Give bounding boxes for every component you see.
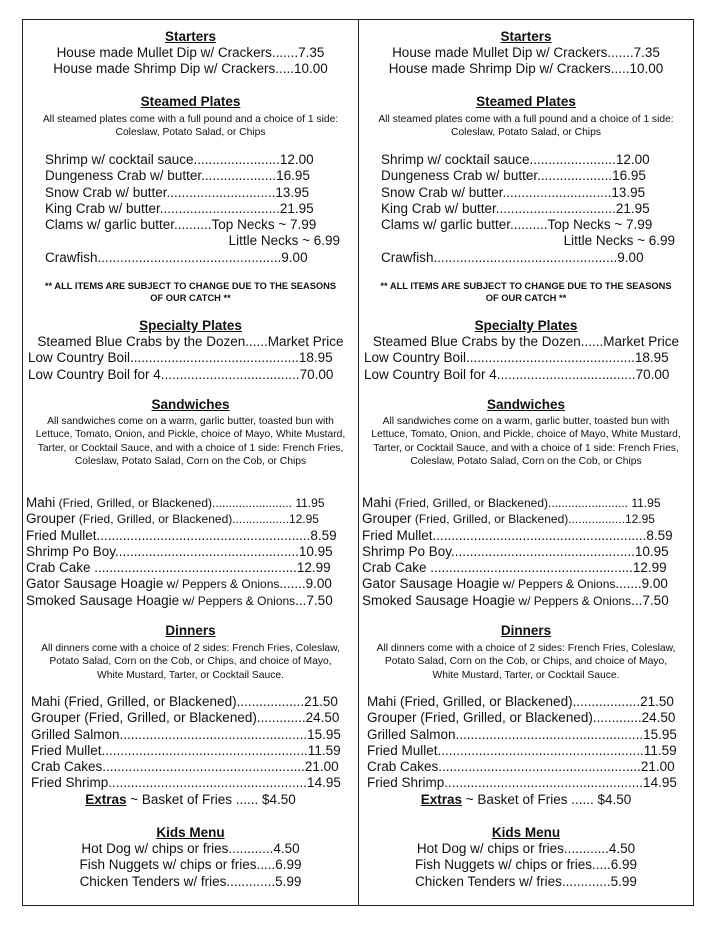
- starters-section: [23, 29, 358, 78]
- menu-item: Chicken Tenders w/ fries.............5.99: [79, 873, 302, 889]
- menu-item: Chicken Tenders w/ fries.............5.99: [415, 873, 637, 889]
- menu-item: Crab Cake ......................................................12.99: [362, 560, 667, 576]
- menu-sheet: [22, 19, 694, 906]
- menu-item: Low Country Boil for 4.....................................70.00: [364, 366, 670, 382]
- dinners-items: [367, 694, 685, 808]
- menu-item: House made Shrimp Dip w/ Crackers.....10.00: [388, 61, 664, 77]
- steamed-section: [23, 94, 358, 140]
- menu-item: Fried Mullet.......................................................11.59: [367, 742, 677, 758]
- steamed-items: [381, 152, 675, 266]
- menu-item: Snow Crab w/ butter.............................13.95: [45, 184, 310, 200]
- menu-item: Clams w/ garlic butter..........Top Necks ~ 7.99: [45, 217, 317, 233]
- menu-item: Mahi (Fried, Grilled, or Blackened)..................21.50: [367, 694, 674, 709]
- sandwiches-title: Sandwiches: [486, 397, 566, 412]
- menu-item: Fried Shrimp.....................................................14.95: [31, 775, 341, 791]
- seasonal-warning-text: ** ALL ITEMS ARE SUBJECT TO CHANGE DUE TO THE SEASONS OF OUR CATCH **: [380, 281, 672, 304]
- seasonal-warning: [23, 280, 358, 305]
- menu-item: House made Shrimp Dip w/ Crackers.....10.00: [53, 61, 328, 77]
- menu-item: Little Necks ~ 6.99: [563, 233, 675, 249]
- menu-item: Grilled Salmon..................................................15.95: [367, 726, 677, 742]
- steamed-title: Steamed Plates: [140, 94, 241, 109]
- menu-item: Shrimp Po Boy.................................................10.95: [26, 543, 333, 559]
- menu-item: Crawfish.................................................9.00: [381, 249, 644, 265]
- specialty-section: [23, 318, 358, 383]
- menu-item: House made Mullet Dip w/ Crackers.......7.35: [392, 45, 660, 60]
- menu-item: Dungeness Crab w/ butter....................16.95: [45, 168, 310, 184]
- menu-item: Grouper (Fried, Grilled, or Blackened).................12.95: [26, 511, 319, 527]
- menu-item: Crawfish.................................................9.00: [45, 249, 308, 265]
- dinners-section: [359, 623, 693, 682]
- menu-item: Shrimp w/ cocktail sauce.......................12.00: [45, 152, 314, 167]
- menu-item: Fried Mullet.........................................................8.59: [26, 527, 337, 543]
- menu-item: Smoked Sausage Hoagie w/ Peppers & Onions...7.50: [26, 592, 333, 608]
- menu-item: Shrimp w/ cocktail sauce.......................12.00: [381, 152, 650, 167]
- kids-title: Kids Menu: [156, 825, 225, 840]
- kids-section: [23, 825, 358, 890]
- menu-item: Fried Mullet.......................................................11.59: [31, 742, 341, 758]
- menu-item: Crab Cakes......................................................21.00: [367, 759, 675, 775]
- dinners-note: All dinners come with a choice of 2 sides: French Fries, Coleslaw, Potato Salad, Corn on the Cob, or Chips, and choice of Mayo, White Mustard, Tarter, or Cocktail Sauce.: [376, 643, 676, 681]
- menu-item: Steamed Blue Crabs by the Dozen......Market Price: [37, 334, 344, 349]
- menu-item: Clams w/ garlic butter..........Top Necks ~ 7.99: [381, 217, 653, 233]
- steamed-items: [45, 152, 340, 266]
- menu-item: Dungeness Crab w/ butter....................16.95: [381, 168, 646, 184]
- sandwiches-items: [362, 495, 687, 609]
- menu-item: Fried Shrimp.....................................................14.95: [367, 775, 677, 791]
- kids-title: Kids Menu: [491, 825, 561, 840]
- extras-line: Extras ~ Basket of Fries ...... $4.50: [85, 791, 296, 807]
- menu-item: Gator Sausage Hoagie w/ Peppers & Onions.......9.00: [26, 576, 332, 592]
- dinners-section: [23, 623, 358, 682]
- menu-item: Shrimp Po Boy.................................................10.95: [362, 543, 669, 559]
- menu-item: Grouper (Fried, Grilled, or Blackened).............24.50: [367, 710, 676, 726]
- menu-item: Steamed Blue Crabs by the Dozen......Market Price: [372, 334, 680, 349]
- menu-item: Crab Cake ......................................................12.99: [26, 560, 331, 576]
- menu-item: Grouper (Fried, Grilled, or Blackened).............24.50: [31, 710, 340, 726]
- menu-item: Smoked Sausage Hoagie w/ Peppers & Onions...7.50: [362, 592, 669, 608]
- starters-section: [359, 29, 693, 78]
- specialty-section: [359, 318, 693, 383]
- menu-item: Hot Dog w/ chips or fries............4.50: [81, 841, 300, 856]
- menu-item: Low Country Boil.............................................18.95: [364, 350, 669, 366]
- steamed-note: All steamed plates come with a full pound and a choice of 1 side: Coleslaw, Potato Salad, or Chips: [42, 114, 339, 139]
- sandwiches-section: [23, 397, 358, 469]
- steamed-title: Steamed Plates: [476, 94, 576, 109]
- menu-item: Mahi (Fried, Grilled, or Blackened)........................ 11.95: [26, 495, 325, 510]
- seasonal-warning: [359, 280, 693, 305]
- steamed-note: All steamed plates come with a full pound and a choice of 1 side: Coleslaw, Potato Salad, or Chips: [378, 114, 674, 139]
- specialty-title: Specialty Plates: [139, 318, 242, 333]
- specialty-title: Specialty Plates: [474, 318, 578, 333]
- menu-item: Grilled Salmon..................................................15.95: [31, 726, 341, 742]
- menu-item: House made Mullet Dip w/ Crackers.......7.35: [56, 45, 325, 60]
- menu-column-right: [358, 20, 693, 905]
- extras-line: Extras ~ Basket of Fries ...... $4.50: [420, 791, 632, 807]
- kids-section: [359, 825, 693, 890]
- steamed-section: [359, 94, 693, 140]
- sandwiches-note: All sandwiches come on a warm, garlic butter, toasted bun with Lettuce, Tomato, Onion, and Pickle, choice of Mayo, White Mustard, Tarter, or Cocktail Sauce, and with a choice of 1 side: French Fries, Coleslaw, Potato Salad, Corn on the Cob, or Chips: [371, 416, 681, 468]
- sandwiches-section: [359, 397, 693, 469]
- menu-item: King Crab w/ butter................................21.95: [381, 200, 650, 216]
- seasonal-warning-text: ** ALL ITEMS ARE SUBJECT TO CHANGE DUE TO THE SEASONS OF OUR CATCH **: [44, 281, 337, 304]
- menu-item: King Crab w/ butter................................21.95: [45, 200, 314, 216]
- menu-item: Mahi (Fried, Grilled, or Blackened)........................ 11.95: [362, 495, 661, 510]
- menu-item: Crab Cakes......................................................21.00: [31, 759, 339, 775]
- menu-item: Low Country Boil.............................................18.95: [28, 350, 333, 366]
- menu-column-left: [23, 20, 358, 905]
- starters-title: Starters: [164, 29, 217, 44]
- menu-item: Hot Dog w/ chips or fries............4.50: [416, 841, 636, 856]
- starters-title: Starters: [500, 29, 552, 44]
- menu-item: Gator Sausage Hoagie w/ Peppers & Onions.......9.00: [362, 576, 668, 592]
- menu-item: Little Necks ~ 6.99: [228, 233, 340, 249]
- menu-item: Fish Nuggets w/ chips or fries.....6.99: [79, 857, 302, 873]
- dinners-items: [31, 694, 350, 808]
- menu-item: Grouper (Fried, Grilled, or Blackened).................12.95: [362, 511, 655, 527]
- menu-item: Fried Mullet.........................................................8.59: [362, 527, 673, 543]
- dinners-title: Dinners: [165, 623, 216, 638]
- dinners-note: All dinners come with a choice of 2 sides: French Fries, Coleslaw, Potato Salad, Corn on the Cob, or Chips, and choice of Mayo, White Mustard, Tarter, or Cocktail Sauce.: [41, 643, 340, 681]
- menu-item: Fish Nuggets w/ chips or fries.....6.99: [414, 857, 638, 873]
- menu-item: Snow Crab w/ butter.............................13.95: [381, 184, 646, 200]
- sandwiches-note: All sandwiches come on a warm, garlic butter, toasted bun with Lettuce, Tomato, Onion, and Pickle, choice of Mayo, White Mustard, Tarter, or Cocktail Sauce, and with a choice of 1 side: French Fries, Coleslaw, Potato Salad, Corn on the Cob, or Chips: [35, 416, 346, 468]
- menu-item: Mahi (Fried, Grilled, or Blackened)..................21.50: [31, 694, 338, 709]
- sandwiches-title: Sandwiches: [151, 397, 230, 412]
- sandwiches-items: [26, 495, 352, 609]
- dinners-title: Dinners: [500, 623, 552, 638]
- menu-item: Low Country Boil for 4.....................................70.00: [28, 366, 334, 382]
